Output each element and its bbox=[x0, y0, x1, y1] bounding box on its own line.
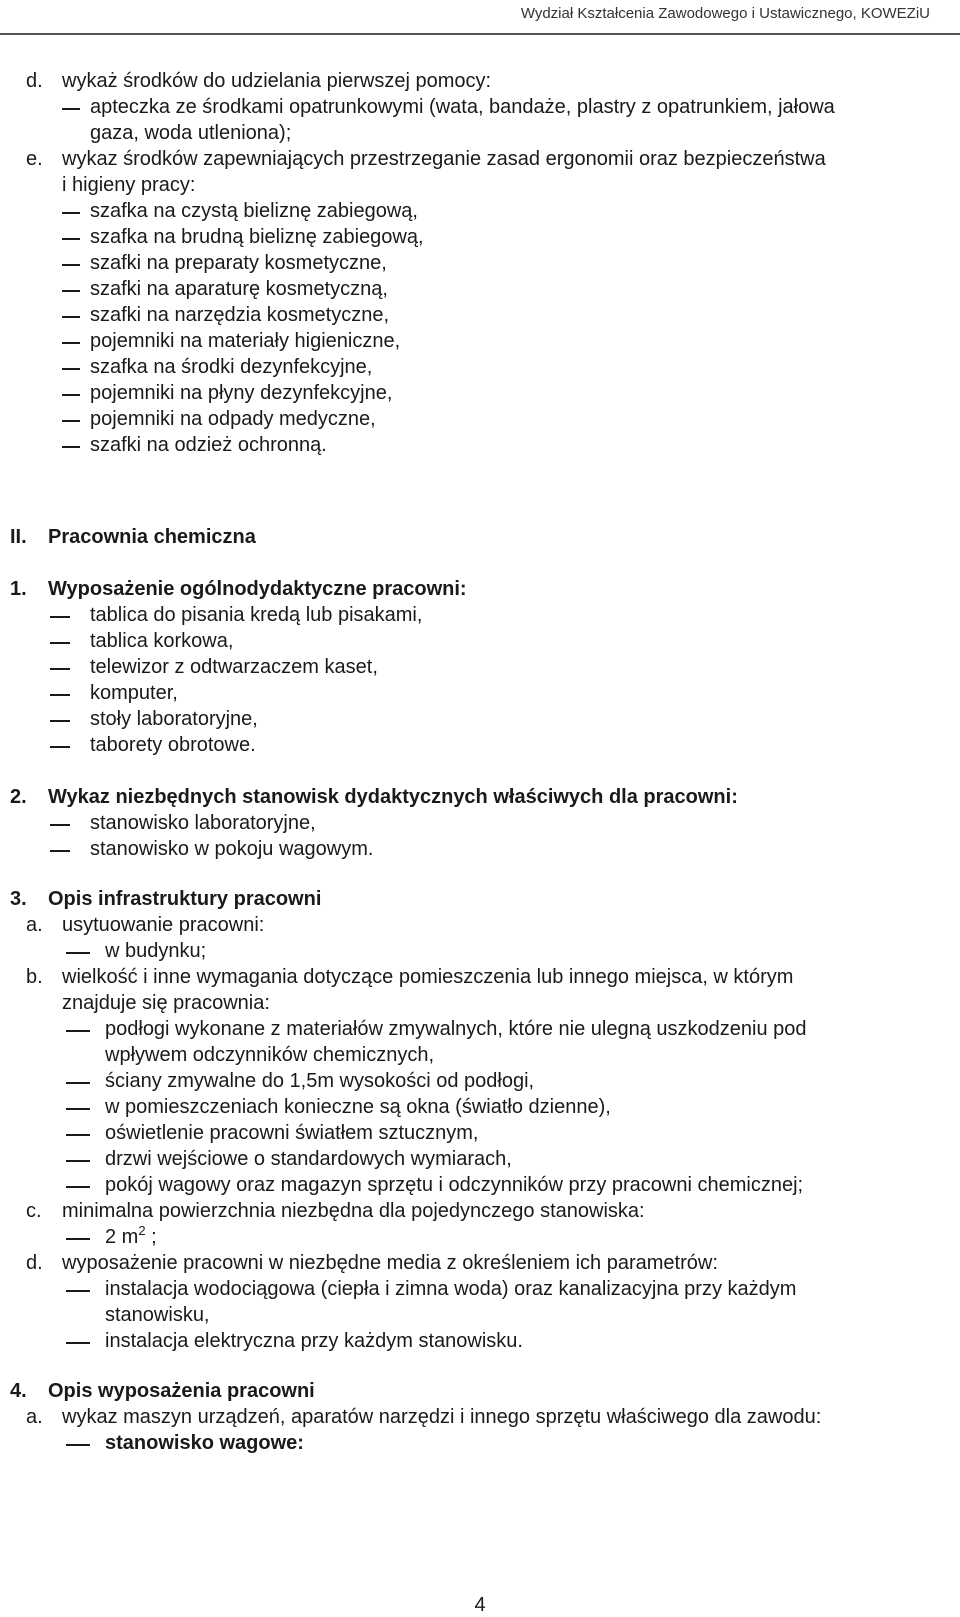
dash-bullet bbox=[62, 368, 80, 370]
header-text: Wydział Kształcenia Zawodowego i Ustawicznego, KOWEZiU bbox=[520, 5, 930, 22]
list-item-continuation: stanowisku, bbox=[105, 1304, 210, 1326]
dash-bullet bbox=[62, 316, 80, 318]
list-marker: d. bbox=[26, 70, 43, 92]
section-marker: 3. bbox=[10, 888, 27, 910]
dash-bullet bbox=[50, 850, 70, 852]
list-item-bold: stanowisko wagowe: bbox=[105, 1432, 304, 1454]
dash-bullet bbox=[66, 1238, 90, 1240]
subsection-title-continuation: znajduje się pracownia: bbox=[62, 992, 270, 1014]
list-item: telewizor z odtwarzaczem kaset, bbox=[90, 656, 378, 678]
dash-bullet bbox=[66, 1030, 90, 1032]
dash-bullet bbox=[50, 694, 70, 696]
list-marker: a. bbox=[26, 914, 43, 936]
dash-bullet bbox=[66, 1108, 90, 1110]
dash-bullet bbox=[62, 342, 80, 344]
list-item: tablica korkowa, bbox=[90, 630, 234, 652]
list-item: pojemniki na materiały higieniczne, bbox=[90, 330, 401, 352]
section-e-title: wykaz środków zapewniających przestrzeganie zasad ergonomii oraz bezpieczeństwa bbox=[62, 148, 826, 170]
section-marker: 2. bbox=[10, 786, 27, 808]
list-item: w pomieszczeniach konieczne są okna (światło dzienne), bbox=[105, 1096, 611, 1118]
dash-bullet bbox=[62, 212, 80, 214]
dash-bullet bbox=[50, 824, 70, 826]
dash-bullet bbox=[66, 1290, 90, 1292]
list-item: apteczka ze środkami opatrunkowymi (wata, bandaże, plastry z opatrunkiem, jałowa bbox=[90, 96, 835, 118]
section-title: Wyposażenie ogólnodydaktyczne pracowni: bbox=[48, 578, 467, 600]
section-marker: 1. bbox=[10, 578, 27, 600]
list-item-continuation: wpływem odczynników chemicznych, bbox=[105, 1044, 435, 1066]
section-title: Opis wyposażenia pracowni bbox=[48, 1380, 315, 1402]
subsection-title: wykaz maszyn urządzeń, aparatów narzędzi i innego sprzętu właściwego dla zawodu: bbox=[62, 1406, 822, 1428]
list-item: szafki na aparaturę kosmetyczną, bbox=[90, 278, 388, 300]
list-marker: d. bbox=[26, 1252, 43, 1274]
dash-bullet bbox=[66, 952, 90, 954]
section-e-title-continuation: i higieny pracy: bbox=[62, 174, 196, 196]
dash-bullet bbox=[50, 616, 70, 618]
list-item: pojemniki na odpady medyczne, bbox=[90, 408, 376, 430]
subsection-title: wielkość i inne wymagania dotyczące pomieszczenia lub innego miejsca, w którym bbox=[62, 966, 794, 988]
chapter-title: Pracownia chemiczna bbox=[48, 526, 256, 548]
section-marker: 4. bbox=[10, 1380, 27, 1402]
dash-bullet bbox=[62, 264, 80, 266]
dash-bullet bbox=[50, 746, 70, 748]
list-item bbox=[105, 1224, 157, 1250]
list-item: oświetlenie pracowni światłem sztucznym, bbox=[105, 1122, 479, 1144]
subsection-title: minimalna powierzchnia niezbędna dla pojedynczego stanowiska: bbox=[62, 1200, 645, 1222]
list-marker: a. bbox=[26, 1406, 43, 1428]
page-number: 4 bbox=[474, 1594, 486, 1616]
list-item: szafki na odzież ochronną. bbox=[90, 434, 327, 456]
list-item-continuation: gaza, woda utleniona); bbox=[90, 122, 292, 144]
dash-bullet bbox=[66, 1186, 90, 1188]
page-header bbox=[0, 0, 960, 35]
list-item: pojemniki na płyny dezynfekcyjne, bbox=[90, 382, 393, 404]
dash-bullet bbox=[66, 1134, 90, 1136]
list-item: szafki na preparaty kosmetyczne, bbox=[90, 252, 387, 274]
subsection-title: wyposażenie pracowni w niezbędne media z określeniem ich parametrów: bbox=[62, 1252, 718, 1274]
list-item: taborety obrotowe. bbox=[90, 734, 256, 756]
list-item: komputer, bbox=[90, 682, 178, 704]
section-d-title: wykaż środków do udzielania pierwszej pomocy: bbox=[62, 70, 492, 92]
list-item: instalacja elektryczna przy każdym stanowisku. bbox=[105, 1330, 523, 1352]
list-item: ściany zmywalne do 1,5m wysokości od podłogi, bbox=[105, 1070, 535, 1092]
dash-bullet bbox=[62, 290, 80, 292]
dash-bullet bbox=[62, 394, 80, 396]
list-item: w budynku; bbox=[105, 940, 207, 962]
section-title: Opis infrastruktury pracowni bbox=[48, 888, 322, 910]
dash-bullet bbox=[66, 1342, 90, 1344]
dash-bullet bbox=[62, 446, 80, 448]
list-item: podłogi wykonane z materiałów zmywalnych, które nie ulegną uszkodzeniu pod bbox=[105, 1018, 807, 1040]
area-value: 2 m bbox=[105, 1226, 139, 1248]
dash-bullet bbox=[62, 238, 80, 240]
list-item: szafka na czystą bieliznę zabiegową, bbox=[90, 200, 418, 222]
list-item: tablica do pisania kredą lub pisakami, bbox=[90, 604, 423, 626]
subsection-title: usytuowanie pracowni: bbox=[62, 914, 265, 936]
list-item: pokój wagowy oraz magazyn sprzętu i odczynników przy pracowni chemicznej; bbox=[105, 1174, 804, 1196]
list-marker: e. bbox=[26, 148, 43, 170]
list-item: stanowisko laboratoryjne, bbox=[90, 812, 316, 834]
list-item: szafka na środki dezynfekcyjne, bbox=[90, 356, 373, 378]
dash-bullet bbox=[66, 1082, 90, 1084]
list-item: stoły laboratoryjne, bbox=[90, 708, 258, 730]
dash-bullet bbox=[50, 720, 70, 722]
area-exponent: 2 bbox=[138, 1223, 146, 1238]
list-item: szafki na narzędzia kosmetyczne, bbox=[90, 304, 390, 326]
chapter-marker: II. bbox=[10, 526, 27, 548]
list-marker: b. bbox=[26, 966, 43, 988]
dash-bullet bbox=[66, 1160, 90, 1162]
dash-bullet bbox=[50, 668, 70, 670]
area-tail: ; bbox=[145, 1226, 157, 1248]
dash-bullet bbox=[66, 1444, 90, 1446]
list-item: drzwi wejściowe o standardowych wymiarach, bbox=[105, 1148, 512, 1170]
list-item: stanowisko w pokoju wagowym. bbox=[90, 838, 374, 860]
section-title: Wykaz niezbędnych stanowisk dydaktycznych właściwych dla pracowni: bbox=[48, 786, 738, 808]
dash-bullet bbox=[50, 642, 70, 644]
list-marker: c. bbox=[26, 1200, 42, 1222]
list-item: szafka na brudną bieliznę zabiegową, bbox=[90, 226, 424, 248]
list-item: instalacja wodociągowa (ciepła i zimna woda) oraz kanalizacyjna przy każdym bbox=[105, 1278, 797, 1300]
dash-bullet bbox=[62, 108, 80, 110]
dash-bullet bbox=[62, 420, 80, 422]
